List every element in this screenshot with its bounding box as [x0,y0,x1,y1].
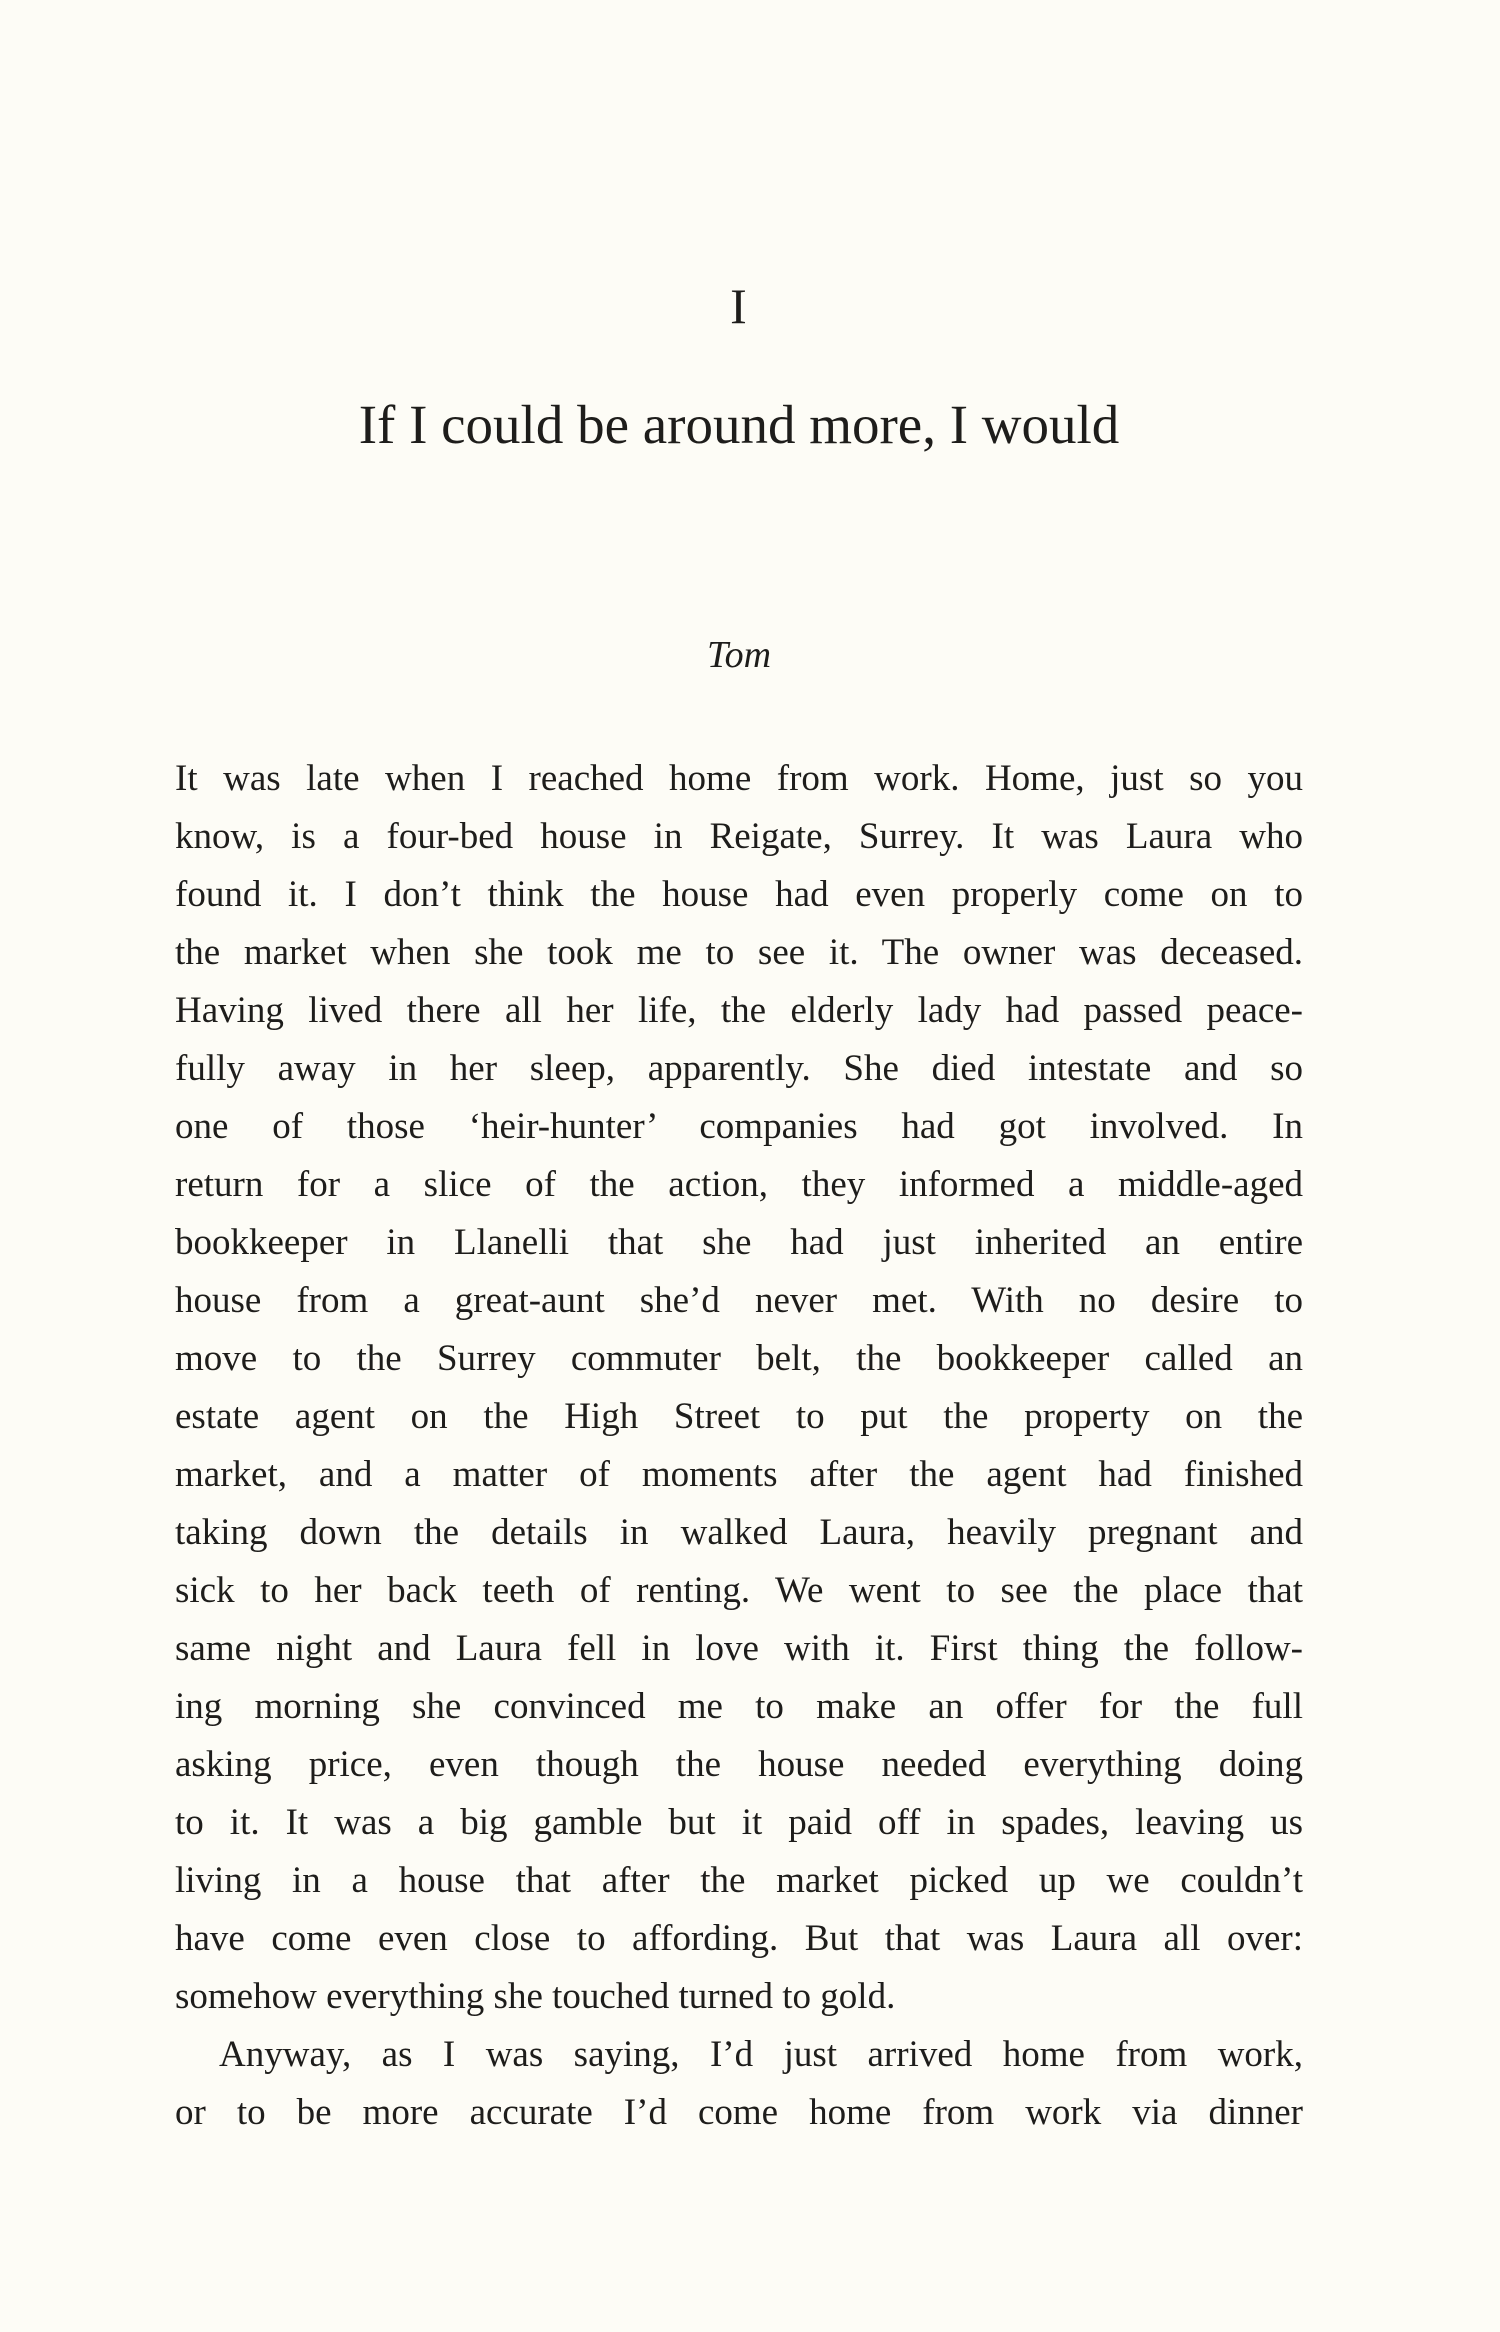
text-line: estate agent on the High Street to put the property on the [175,1396,1303,1437]
narrator-name: Tom [706,634,772,676]
text-line: Having lived there all her life, the elderly lady had passed peace- [175,990,1303,1031]
text-line: know, is a four-bed house in Reigate, Surrey. It was Laura who [175,816,1303,857]
text-line: same night and Laura fell in love with it. First thing the follow- [175,1628,1303,1669]
text-line: asking price, even though the house needed everything doing [175,1744,1303,1785]
text-line: the market when she took me to see it. The owner was deceased. [175,932,1303,973]
text-line: found it. I don’t think the house had even properly come on to [175,874,1303,915]
text-line: taking down the details in walked Laura, heavily pregnant and [175,1512,1303,1553]
text-line: one of those ‘heir-hunter’ companies had got involved. In [175,1106,1303,1147]
text-line: fully away in her sleep, apparently. She died intestate and so [175,1048,1303,1089]
text-line: sick to her back teeth of renting. We went to see the place that [175,1570,1303,1611]
text-line: living in a house that after the market picked up we couldn’t [175,1860,1303,1901]
text-line: or to be more accurate I’d come home from work via dinner [175,2092,1303,2133]
text-line: house from a great-aunt she’d never met. With no desire to [175,1280,1303,1321]
paragraph-1 [175,750,1303,2026]
text-line: to it. It was a big gamble but it paid off in spades, leaving us [175,1802,1303,1843]
chapter-number: I [730,278,748,334]
body-text [175,750,1303,2142]
text-line: Anyway, as I was saying, I’d just arrived home from work, [219,2034,1303,2075]
text-line: ing morning she convinced me to make an offer for the full [175,1686,1303,1727]
chapter-title: If I could be around more, I would [358,394,1120,455]
paragraph-2 [175,2026,1303,2142]
text-line: It was late when I reached home from work. Home, just so you [175,758,1303,799]
text-line: have come even close to affording. But that was Laura all over: [175,1918,1303,1959]
text-line: somehow everything she touched turned to gold. [175,1976,896,2017]
text-line: return for a slice of the action, they informed a middle-aged [175,1164,1303,1205]
text-line: move to the Surrey commuter belt, the bookkeeper called an [175,1338,1303,1379]
text-line: bookkeeper in Llanelli that she had just inherited an entire [175,1222,1303,1263]
text-line: market, and a matter of moments after the agent had finished [175,1454,1303,1495]
